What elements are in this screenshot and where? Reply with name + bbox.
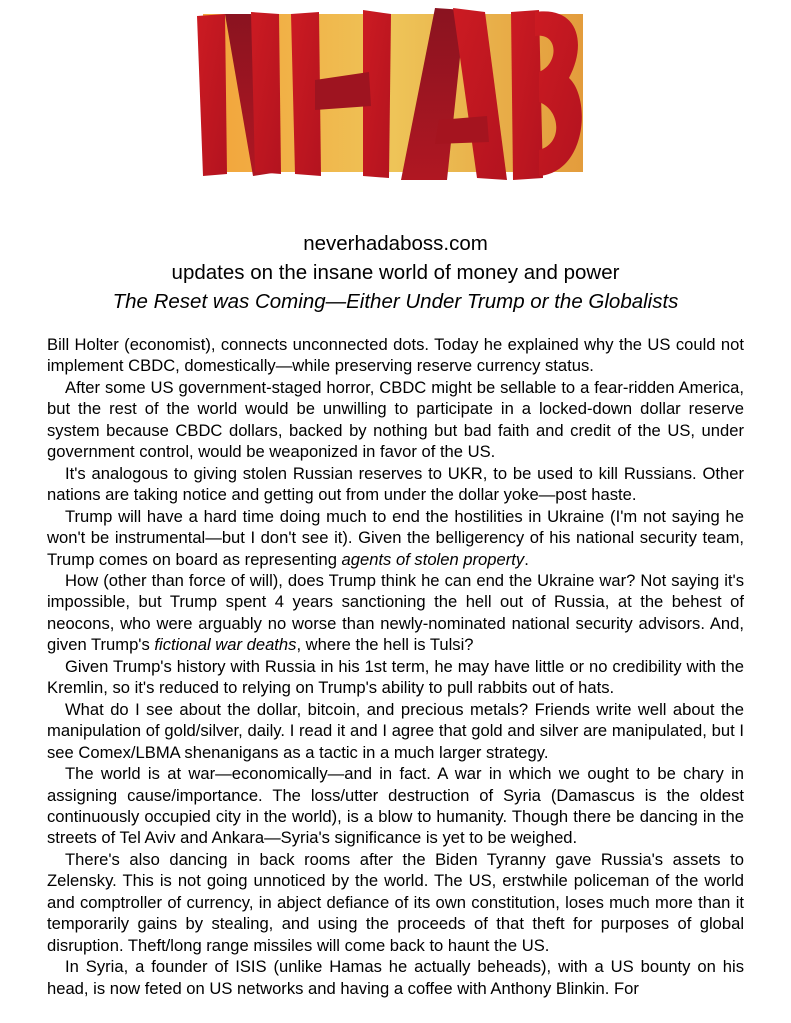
paragraph-text: What do I see about the dollar, bitcoin, and precious metals? Friends write well about the manipulation of gold/silver, daily. I read it and I agree that gold and silver are manipulated, but I see Comex/LBMA shenanigans as a tactic in a much larger strategy. (47, 699, 744, 762)
article-paragraph (47, 656, 744, 699)
paragraph-text: . (524, 549, 529, 569)
paragraph-text: The world is at war—economically—and in fact. A war in which we ought to be chary in assigning cause/importance. The loss/utter destruction of Syria (Damascus is the oldest continuously occupied city in the world), is a blow to humanity. Though there be dancing in the streets of Tel Aviv and Ankara—Syria's significance is yet to be weighed. (47, 764, 744, 848)
paragraph-text: After some US government-staged horror, CBDC might be sellable to a fear-ridden America, but the rest of the world would be unwilling to participate in a locked-down dollar reserve system because CBDC dollars, backed by nothing but bad faith and credit of the US, under government control, would be weaponized in favor of the US. (47, 377, 744, 462)
article-body (47, 334, 744, 999)
article-paragraph (47, 463, 744, 506)
page-header (0, 229, 791, 316)
paragraph-text: , where the hell is Tulsi? (296, 635, 474, 655)
logo-letter-b (511, 10, 582, 180)
paragraph-text: How (other than force of will), does Trump think he can end the Ukraine war? Not saying it's impossible, but Trump spent 4 years sanctioning the hell out of Russia, at the behest of neocons, who were arguably no worse than newly-nominated national security advisors. And, given Trump's (47, 570, 744, 655)
site-logo (195, 2, 591, 183)
paragraph-text: Given Trump's history with Russia in his 1st term, he may have little or no credibility with the Kremlin, so it's reduced to relying on Trump's ability to pull rabbits out of hats. (47, 656, 744, 698)
paragraph-text: In Syria, a founder of ISIS (unlike Hamas he actually beheads), with a US bounty on his head, is now feted on US networks and having a coffee with Anthony Blinkin. For (47, 957, 744, 998)
paragraph-text: Bill Holter (economist), connects unconnected dots. Today he explained why the US could not implement CBDC, domestically—while preserving reserve currency status. (47, 335, 744, 376)
article-paragraph (47, 956, 744, 999)
article-paragraph (47, 570, 744, 656)
article-paragraph (47, 334, 744, 377)
italic-phrase: agents of stolen property (341, 549, 525, 569)
paragraph-text: It's analogous to giving stolen Russian reserves to UKR, to be used to kill Russians. Other nations are taking notice and getting out from under the dollar yoke—post haste. (47, 463, 744, 505)
article-paragraph (47, 506, 744, 570)
logo-image (195, 2, 591, 183)
site-url: neverhadaboss.com (303, 232, 488, 255)
paragraph-text: Trump will have a hard time doing much to end the hostilities in Ukraine (I'm not saying he won't be instrumental—but I don't see it). Given the belligerency of his national security team, Trump comes on board as representing (47, 506, 744, 569)
article-paragraph (47, 849, 744, 956)
article-headline: The Reset was Coming—Either Under Trump or the Globalists (112, 290, 679, 313)
paragraph-text: There's also dancing in back rooms after the Biden Tyranny gave Russia's assets to Zelensky. This is not going unnoticed by the world. The US, erstwhile policeman of the world and comptroller of currency, in abject defiance of its own constitution, loses much more than it temporarily gains by stealing, and using the proceeds of that theft for purposes of global disruption. Theft/long range missiles will come back to haunt the US. (47, 849, 744, 955)
article-paragraph (47, 763, 744, 849)
italic-phrase: fictional war deaths (154, 635, 297, 655)
article-paragraph (47, 377, 744, 463)
site-subtitle: updates on the insane world of money and power (171, 261, 620, 284)
article-paragraph (47, 699, 744, 763)
